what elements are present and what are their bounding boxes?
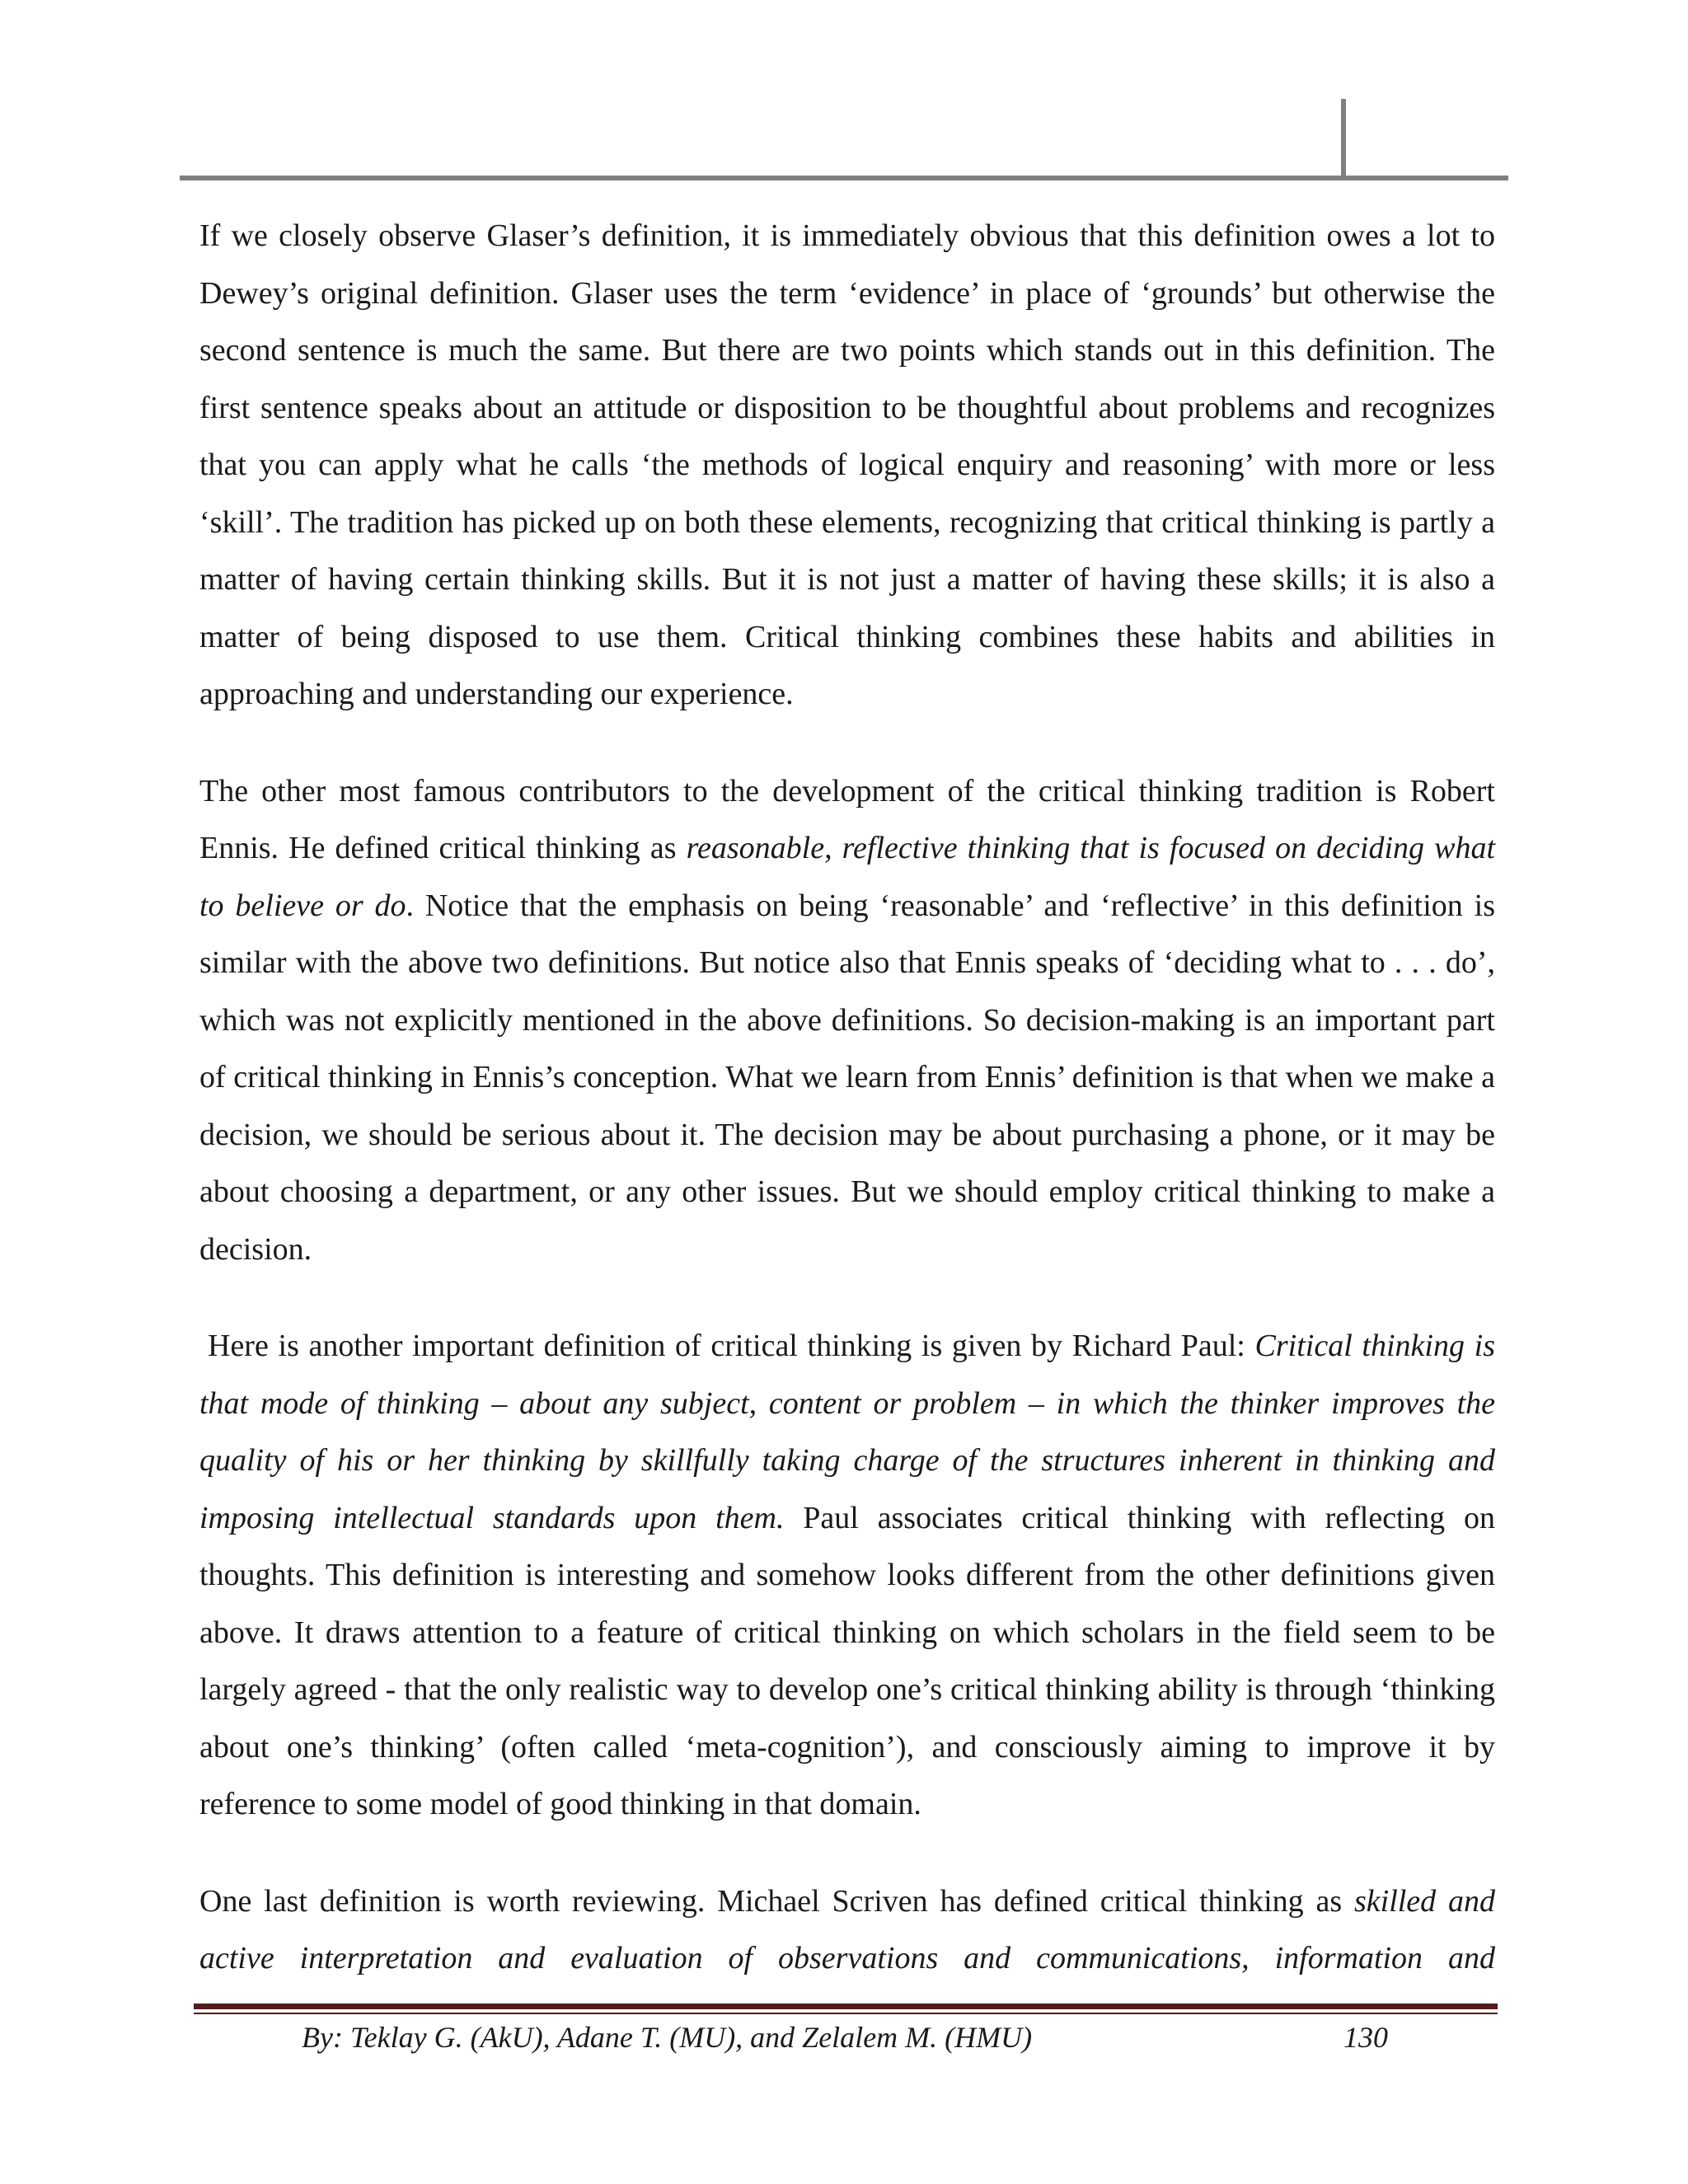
- paragraph-text: If we closely observe Glaser’s definition, it is immediately obvious that this definition owes a lot to Dewey’s original definition. Glaser uses the term ‘evidence’ in place of ‘grounds’ but otherwise the second sentence is much the same. But there are two points which stands out in this definition. The first sentence speaks about an attitude or disposition to be thoughtful about problems and recognizes that you can apply what he calls ‘the methods of logical enquiry and reasoning’ with more or less ‘skill’. The tradition has picked up on both these elements, recognizing that critical thinking is partly a matter of having certain thinking skills. But it is not just a matter of having these skills; it is also a matter of being disposed to use them. Critical thinking combines these habits and abilities in approaching and understanding our experience.: [199, 218, 1495, 711]
- page-body: [199, 208, 1495, 1988]
- paragraph-scriven: [199, 1873, 1495, 1988]
- paragraph-ennis: [199, 763, 1495, 1279]
- paragraph-text: Paul associates critical thinking with reflecting on thoughts. This definition is interesting and somehow looks different from the other definitions given above. It draws attention to a feature of critical thinking on which scholars in the field seem to be largely agreed - that the only realistic way to develop one’s critical thinking ability is through ‘thinking about one’s thinking’ (often called ‘meta-cognition’), and consciously aiming to improve it by reference to some model of good thinking in that domain.: [199, 1500, 1495, 1821]
- page-number: 130: [1343, 2021, 1388, 2054]
- paul-definition-quote: Critical thinking is that mode of thinking – about any subject, content or problem – in which the thinker improves the quality of his or her thinking by skillfully taking charge of the structures inherent in thinking and imposing intellectual standards upon them.: [199, 1329, 1495, 1535]
- paragraph-paul: [199, 1318, 1495, 1834]
- paragraph-text: . Notice that the emphasis on being ‘reasonable’ and ‘reflective’ in this definition is similar with the above two definitions. But notice also that Ennis speaks of ‘deciding what to . . . do’, which was not explicitly mentioned in the above definitions. So decision-making is an important part of critical thinking in Ennis’s conception. What we learn from Ennis’ definition is that when we make a decision, we should be serious about it. The decision may be about purchasing a phone, or it may be about choosing a department, or any other issues. But we should employ critical thinking to make a decision.: [199, 888, 1495, 1267]
- paragraph-text: One last definition is worth reviewing. Michael Scriven has defined critical thinking as: [199, 1883, 1354, 1919]
- paragraph-text: Here is another important definition of critical thinking is given by Richard Paul:: [208, 1329, 1255, 1363]
- header-rule: [180, 176, 1508, 180]
- footer-rule: [194, 2004, 1498, 2009]
- header-tick: [1341, 99, 1346, 178]
- scriven-definition-quote: skilled and active interpretation and evaluation of observations and communications, information and: [199, 1883, 1496, 1975]
- footer-authors: By: Teklay G. (AkU), Adane T. (MU), and Zelalem M. (HMU): [302, 2021, 1033, 2054]
- ennis-definition-quote: reasonable, reflective thinking that is focused on deciding what to believe or do: [199, 831, 1496, 923]
- paragraph-text: The other most famous contributors to the development of the critical thinking tradition is Robert Ennis. He defined critical thinking as: [199, 773, 1495, 865]
- paragraph-glaser: [199, 208, 1495, 724]
- footer-rule-thin: [194, 2013, 1498, 2014]
